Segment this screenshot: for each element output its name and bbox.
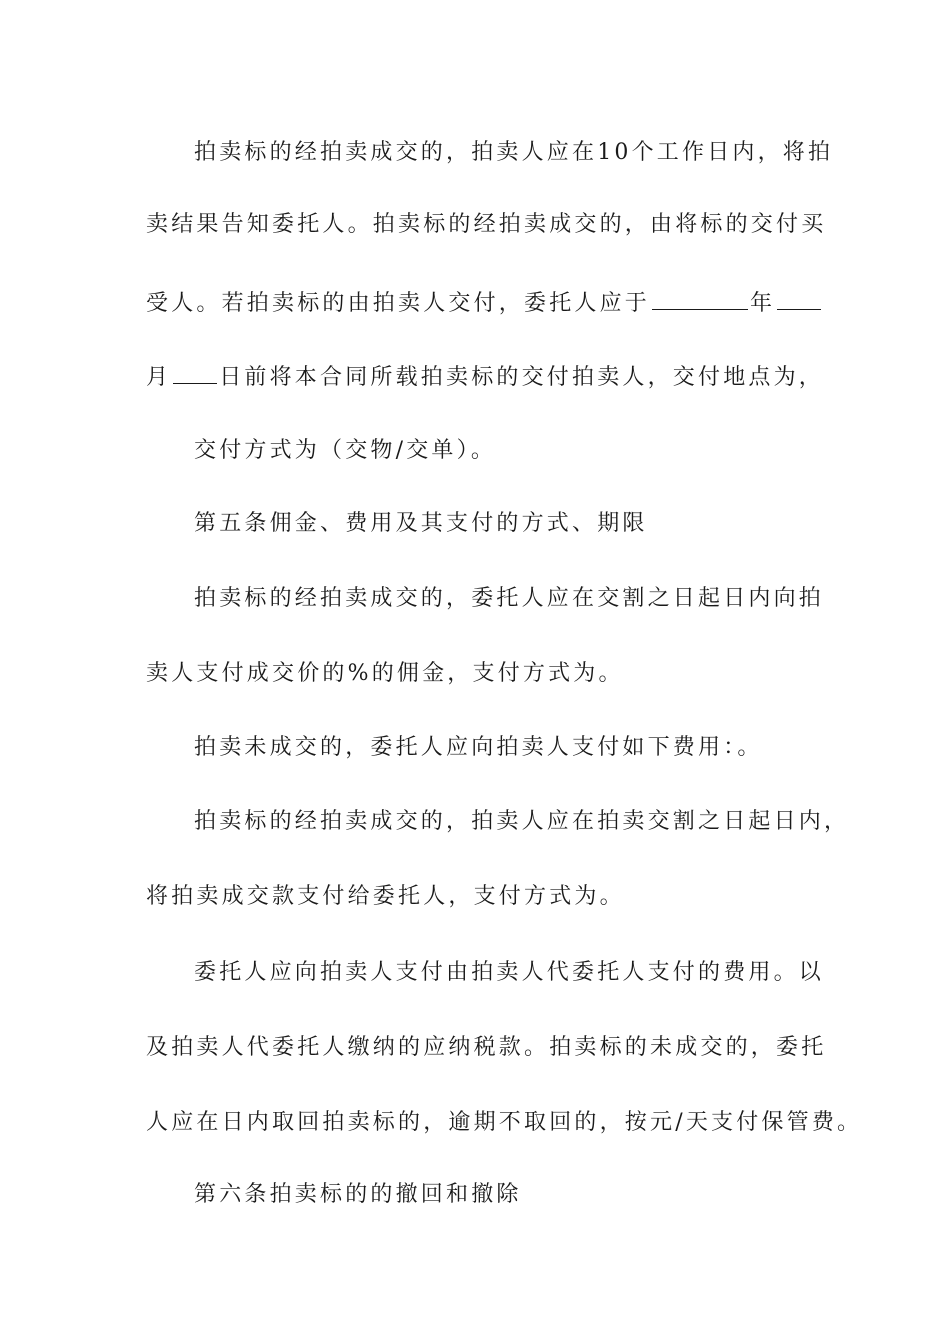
paragraph-line: 人应在日内取回拍卖标的，逾期不取回的，按元/天支付保管费。 — [146, 1110, 863, 1135]
fill-in-blank-year — [652, 287, 748, 310]
paragraph-line: 委托人应向拍卖人支付由拍卖人代委托人支付的费用。以 — [194, 960, 825, 985]
paragraph-line: 将拍卖成交款支付给委托人，支付方式为。 — [146, 884, 625, 909]
paragraph-line: 交付方式为（交物/交单）。 — [194, 438, 497, 463]
paragraph-line: 卖人支付成交价的%的佣金，支付方式为。 — [146, 661, 624, 686]
section-heading: 第六条拍卖标的的撤回和撤除 — [194, 1182, 522, 1207]
section-heading: 第五条佣金、费用及其支付的方式、期限 — [194, 511, 648, 536]
paragraph-line-with-blanks — [146, 287, 823, 319]
paragraph-line-with-blanks — [146, 361, 824, 393]
text-segment: 月 — [146, 365, 172, 390]
fill-in-blank-day — [173, 361, 217, 384]
paragraph-line: 拍卖标的经拍卖成交的，委托人应在交割之日起日内向拍 — [194, 586, 825, 611]
paragraph-line: 拍卖未成交的，委托人应向拍卖人支付如下费用：。 — [194, 735, 763, 760]
fill-in-blank-month — [777, 287, 821, 310]
text-segment: 受人。若拍卖标的由拍卖人交付，委托人应于 — [146, 291, 651, 316]
paragraph-line: 拍卖标的经拍卖成交的，拍卖人应在拍卖交割之日起日内， — [194, 809, 850, 834]
text-segment: 年 — [750, 291, 776, 316]
paragraph-line: 拍卖标的经拍卖成交的，拍卖人应在10个工作日内，将拍 — [194, 140, 834, 165]
paragraph-line: 及拍卖人代委托人缴纳的应纳税款。拍卖标的未成交的，委托 — [146, 1035, 827, 1060]
paragraph-line: 卖结果告知委托人。拍卖标的经拍卖成交的，由将标的交付买 — [146, 212, 827, 237]
text-segment: 日前将本合同所载拍卖标的交付拍卖人，交付地点为， — [219, 365, 825, 390]
